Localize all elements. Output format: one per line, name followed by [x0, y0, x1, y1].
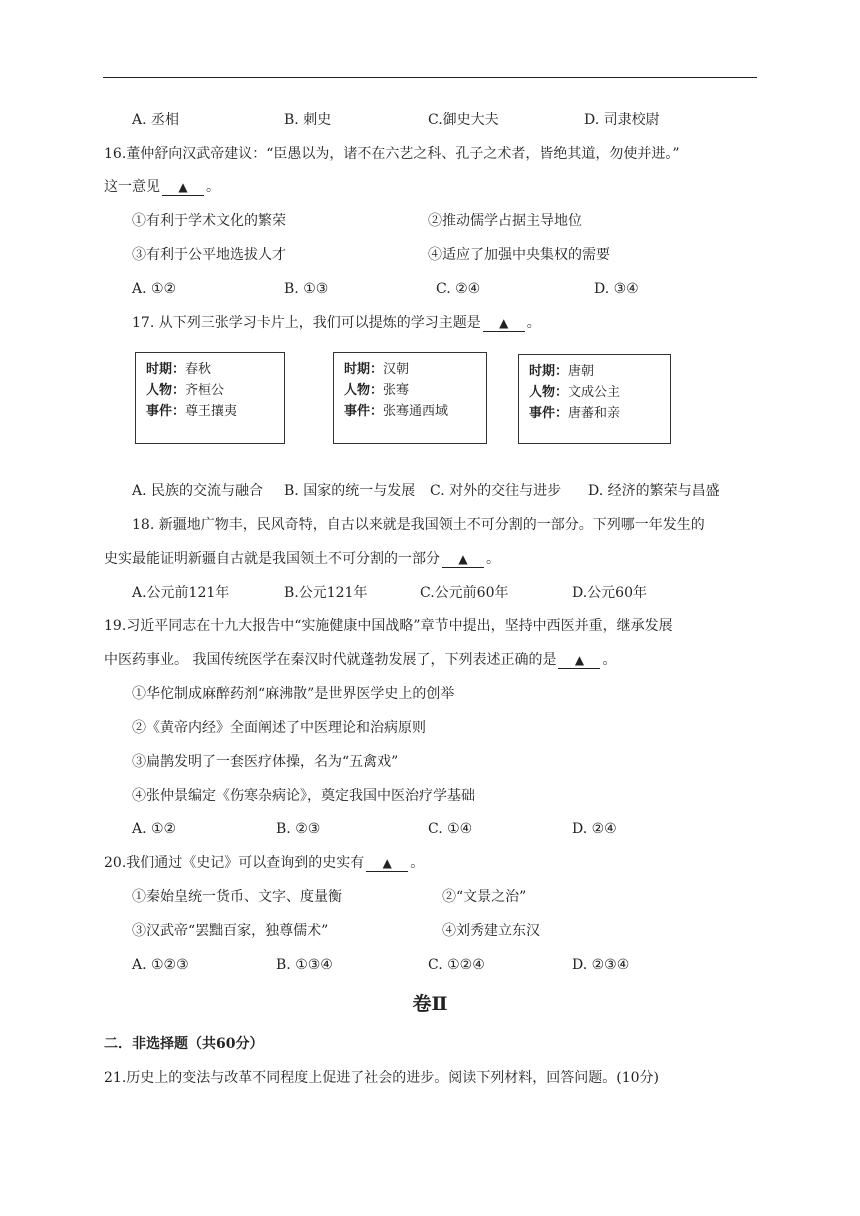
answer-blank [483, 315, 525, 332]
q17-stem-post: 。 [526, 315, 541, 331]
q19-stem-line2 [104, 650, 616, 670]
q20-item-2: ②“文景之治” [442, 889, 527, 905]
card-person: 齐桓公 [185, 383, 225, 398]
answer-blank [162, 179, 204, 196]
card-event: 张骞通西域 [383, 404, 449, 419]
q16-option-a: A. ①② [132, 281, 177, 297]
triangle-icon: ▲ [499, 316, 509, 330]
q17-option-c: C. 对外的交往与进步 [430, 483, 562, 499]
q17-stem [132, 313, 541, 333]
study-card-1 [135, 352, 285, 444]
q16-item-4: ④适应了加强中央集权的需要 [428, 247, 610, 263]
q19-item-4: ④张仲景编定《伤寒杂病论》，奠定我国中医治疗学基础 [132, 788, 475, 804]
triangle-icon: ▲ [382, 856, 392, 870]
q20-option-c: C. ①②④ [428, 957, 485, 973]
q20-stem-post: 。 [410, 855, 425, 871]
q19-option-c: C. ①④ [428, 821, 473, 837]
q18-stem2-post: 。 [486, 551, 500, 567]
q15-option-b: B. 刺史 [284, 112, 332, 128]
q15-option-d: D. 司隶校尉 [584, 112, 660, 128]
card-period-key: 时期： [529, 364, 569, 379]
q18-option-d: D.公元60年 [572, 585, 647, 601]
q16-option-b: B. ①③ [284, 281, 329, 297]
card-period: 汉朝 [383, 362, 410, 377]
card-period-key: 时期： [146, 362, 186, 377]
q20-item-3: ③汉武帝“罢黜百家，独尊儒术” [132, 923, 329, 939]
q19-option-b: B. ②③ [276, 821, 321, 837]
q17-option-b: B. 国家的统一与发展 [284, 483, 416, 499]
card-person: 文成公主 [568, 385, 621, 400]
q16-stem2-pre: 这一意见 [104, 179, 160, 195]
header-rule [103, 77, 757, 78]
q19-option-d: D. ②④ [572, 821, 617, 837]
q20-option-a: A. ①②③ [132, 957, 189, 973]
q20-item-1: ①秦始皇统一货币、文字、度量衡 [132, 889, 342, 905]
section-title: 卷Ⅱ [412, 993, 448, 1015]
q15-option-a: A. 丞相 [132, 112, 180, 128]
q18-stem: 18. 新疆地广物丰，民风奇特，自古以来就是我国领土不可分割的一部分。下列哪一年发生的 [132, 517, 705, 533]
q19-option-a: A. ①② [132, 821, 177, 837]
card-period: 唐朝 [568, 364, 595, 379]
q17-option-a: A. 民族的交流与融合 [132, 483, 264, 499]
q16-option-c: C. ②④ [436, 281, 481, 297]
q18-option-c: C.公元前60年 [420, 585, 509, 601]
q16-stem-line2 [104, 177, 220, 197]
q19-item-2: ②《黄帝内经》全面阐述了中医理论和治病原则 [132, 720, 426, 736]
q19-stem: 19.习近平同志在十九大报告中“实施健康中国战略”章节中提出，坚持中西医并重，继承发展 [104, 618, 673, 634]
q16-stem2-post: 。 [206, 179, 220, 195]
study-card-2 [333, 352, 487, 444]
q18-stem-line2 [104, 549, 500, 569]
q18-option-a: A.公元前121年 [132, 585, 230, 601]
q18-option-b: B.公元121年 [284, 585, 368, 601]
q19-item-3: ③扁鹊发明了一套医疗体操，名为“五禽戏” [132, 754, 399, 770]
q20-option-d: D. ②③④ [572, 957, 630, 973]
q19-stem2-post: 。 [602, 652, 617, 668]
answer-blank [442, 551, 484, 568]
card-period: 春秋 [185, 362, 212, 377]
q17-stem-pre: 17. 从下列三张学习卡片上，我们可以提炼的学习主题是 [132, 315, 481, 331]
q20-stem [104, 853, 424, 873]
card-event-key: 事件： [344, 404, 384, 419]
q20-option-b: B. ①③④ [276, 957, 333, 973]
q18-stem2-pre: 史实最能证明新疆自古就是我国领土不可分割的一部分 [104, 551, 440, 567]
q21-stem: 21.历史上的变法与改革不同程度上促进了社会的进步。阅读下列材料，回答问题。(10分) [104, 1070, 660, 1086]
q16-item-3: ③有利于公平地选拔人才 [132, 247, 286, 263]
card-event: 唐蕃和亲 [568, 406, 621, 421]
card-period-key: 时期： [344, 362, 384, 377]
q20-stem-pre: 20.我们通过《史记》可以查询到的史实有 [104, 855, 365, 871]
q20-item-4: ④刘秀建立东汉 [442, 923, 540, 939]
q16-item-1: ①有利于学术文化的繁荣 [132, 213, 286, 229]
card-person-key: 人物： [529, 385, 569, 400]
part2-heading: 二．非选择题（共60分） [104, 1036, 264, 1052]
card-person-key: 人物： [146, 383, 186, 398]
triangle-icon: ▲ [574, 653, 585, 667]
study-card-3 [518, 354, 671, 444]
answer-blank [366, 855, 408, 872]
q15-option-c: C.御史大夫 [428, 112, 499, 128]
answer-blank [558, 652, 600, 669]
q19-stem2-pre: 中医药事业。 我国传统医学在秦汉时代就蓬勃发展了，下列表述正确的是 [104, 652, 557, 668]
card-event-key: 事件： [529, 406, 569, 421]
card-person-key: 人物： [344, 383, 384, 398]
q19-item-1: ①华佗制成麻醉药剂“麻沸散”是世界医学史上的创举 [132, 686, 455, 702]
triangle-icon: ▲ [458, 552, 468, 566]
triangle-icon: ▲ [178, 180, 188, 194]
card-person: 张骞 [383, 383, 410, 398]
q16-option-d: D. ③④ [594, 281, 639, 297]
card-event: 尊王攘夷 [185, 404, 238, 419]
q16-stem: 16.董仲舒向汉武帝建议：“臣愚以为，诸不在六艺之科、孔子之术者，皆绝其道，勿使并进。” [104, 146, 680, 162]
card-event-key: 事件： [146, 404, 186, 419]
q17-option-d: D. 经济的繁荣与昌盛 [588, 483, 720, 499]
q16-item-2: ②推动儒学占据主导地位 [428, 213, 582, 229]
